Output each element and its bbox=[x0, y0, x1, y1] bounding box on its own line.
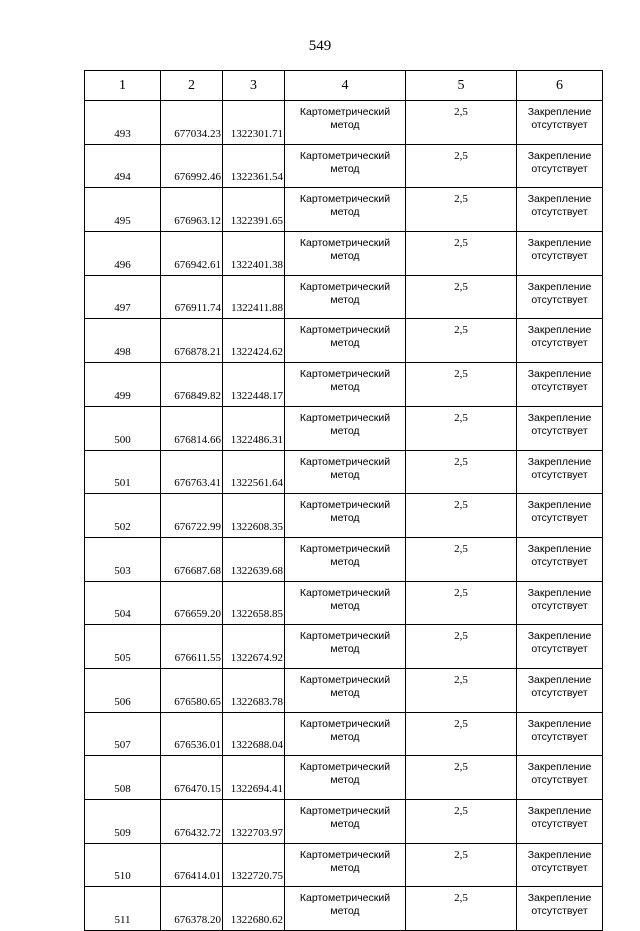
method-text: метод bbox=[330, 861, 360, 874]
accuracy-cell: 2,5 bbox=[406, 101, 517, 145]
table-body bbox=[85, 101, 603, 931]
point-number-cell: 497 bbox=[85, 275, 161, 319]
method-cell bbox=[285, 887, 406, 931]
fixing-cell bbox=[517, 843, 603, 887]
fixing-cell bbox=[517, 363, 603, 407]
method-cell bbox=[285, 450, 406, 494]
table-row bbox=[85, 363, 603, 407]
table-row bbox=[85, 800, 603, 844]
fixing-text: Закрепление bbox=[527, 717, 592, 730]
accuracy-cell: 2,5 bbox=[406, 887, 517, 931]
point-number-cell: 503 bbox=[85, 537, 161, 581]
fixing-text: отсутствует bbox=[531, 861, 588, 874]
accuracy-cell: 2,5 bbox=[406, 275, 517, 319]
fixing-text: отсутствует bbox=[531, 468, 588, 481]
header-col-4: 4 bbox=[285, 71, 406, 101]
point-number-cell: 506 bbox=[85, 668, 161, 712]
y-coordinate-cell: 1322391.65 bbox=[223, 188, 285, 232]
accuracy-cell: 2,5 bbox=[406, 232, 517, 276]
accuracy-cell: 2,5 bbox=[406, 319, 517, 363]
fixing-text: отсутствует bbox=[531, 774, 588, 787]
y-coordinate-cell: 1322683.78 bbox=[223, 668, 285, 712]
fixing-text: Закрепление bbox=[527, 630, 592, 643]
fixing-text: Закрепление bbox=[527, 892, 592, 905]
point-number-cell: 510 bbox=[85, 843, 161, 887]
x-coordinate-cell: 676659.20 bbox=[161, 581, 223, 625]
method-text: метод bbox=[330, 730, 360, 743]
method-text: метод bbox=[330, 468, 360, 481]
y-coordinate-cell: 1322703.97 bbox=[223, 800, 285, 844]
fixing-text: Закрепление bbox=[527, 848, 592, 861]
x-coordinate-cell: 676580.65 bbox=[161, 668, 223, 712]
point-number-cell: 505 bbox=[85, 625, 161, 669]
point-number-cell: 507 bbox=[85, 712, 161, 756]
method-text: метод bbox=[330, 555, 360, 568]
fixing-text: Закрепление bbox=[527, 455, 592, 468]
method-cell bbox=[285, 232, 406, 276]
method-cell bbox=[285, 188, 406, 232]
header-col-3: 3 bbox=[223, 71, 285, 101]
accuracy-cell: 2,5 bbox=[406, 494, 517, 538]
y-coordinate-cell: 1322688.04 bbox=[223, 712, 285, 756]
method-text: Картометрический bbox=[299, 324, 391, 337]
table-header bbox=[85, 71, 603, 101]
accuracy-cell: 2,5 bbox=[406, 843, 517, 887]
point-number-cell: 499 bbox=[85, 363, 161, 407]
header-col-2: 2 bbox=[161, 71, 223, 101]
y-coordinate-cell: 1322486.31 bbox=[223, 406, 285, 450]
y-coordinate-cell: 1322561.64 bbox=[223, 450, 285, 494]
table-row bbox=[85, 887, 603, 931]
fixing-text: Закрепление bbox=[527, 193, 592, 206]
accuracy-cell: 2,5 bbox=[406, 537, 517, 581]
x-coordinate-cell: 676470.15 bbox=[161, 756, 223, 800]
x-coordinate-cell: 676414.01 bbox=[161, 843, 223, 887]
point-number-cell: 511 bbox=[85, 887, 161, 931]
method-cell bbox=[285, 144, 406, 188]
fixing-cell bbox=[517, 712, 603, 756]
table-row bbox=[85, 232, 603, 276]
method-text: Картометрический bbox=[299, 149, 391, 162]
fixing-text: Закрепление bbox=[527, 368, 592, 381]
table-row bbox=[85, 581, 603, 625]
method-text: Картометрический bbox=[299, 237, 391, 250]
accuracy-cell: 2,5 bbox=[406, 800, 517, 844]
method-text: Картометрический bbox=[299, 586, 391, 599]
table-row bbox=[85, 668, 603, 712]
point-number-cell: 508 bbox=[85, 756, 161, 800]
method-text: Картометрический bbox=[299, 717, 391, 730]
fixing-text: отсутствует bbox=[531, 162, 588, 175]
method-cell bbox=[285, 712, 406, 756]
page-number: 549 bbox=[308, 38, 332, 54]
y-coordinate-cell: 1322361.54 bbox=[223, 144, 285, 188]
accuracy-cell: 2,5 bbox=[406, 144, 517, 188]
method-cell bbox=[285, 800, 406, 844]
method-text: Картометрический bbox=[299, 630, 391, 643]
accuracy-cell: 2,5 bbox=[406, 756, 517, 800]
y-coordinate-cell: 1322301.71 bbox=[223, 101, 285, 145]
method-cell bbox=[285, 581, 406, 625]
table-row bbox=[85, 101, 603, 145]
fixing-cell bbox=[517, 800, 603, 844]
x-coordinate-cell: 676378.20 bbox=[161, 887, 223, 931]
header-col-6: 6 bbox=[517, 71, 603, 101]
method-text: метод bbox=[330, 512, 360, 525]
method-cell bbox=[285, 494, 406, 538]
method-cell bbox=[285, 668, 406, 712]
point-number-cell: 494 bbox=[85, 144, 161, 188]
accuracy-cell: 2,5 bbox=[406, 188, 517, 232]
method-text: Картометрический bbox=[299, 368, 391, 381]
point-number-cell: 493 bbox=[85, 101, 161, 145]
fixing-cell bbox=[517, 319, 603, 363]
table-row bbox=[85, 319, 603, 363]
method-text: Картометрический bbox=[299, 193, 391, 206]
fixing-text: Закрепление bbox=[527, 149, 592, 162]
fixing-text: отсутствует bbox=[531, 424, 588, 437]
fixing-cell bbox=[517, 275, 603, 319]
x-coordinate-cell: 676432.72 bbox=[161, 800, 223, 844]
x-coordinate-cell: 676687.68 bbox=[161, 537, 223, 581]
method-cell bbox=[285, 537, 406, 581]
accuracy-cell: 2,5 bbox=[406, 625, 517, 669]
method-text: метод bbox=[330, 774, 360, 787]
table-row bbox=[85, 625, 603, 669]
method-text: Картометрический bbox=[299, 542, 391, 555]
accuracy-cell: 2,5 bbox=[406, 712, 517, 756]
method-text: метод bbox=[330, 643, 360, 656]
method-text: Картометрический bbox=[299, 499, 391, 512]
y-coordinate-cell: 1322694.41 bbox=[223, 756, 285, 800]
accuracy-cell: 2,5 bbox=[406, 581, 517, 625]
table-row bbox=[85, 843, 603, 887]
method-text: метод bbox=[330, 337, 360, 350]
fixing-text: отсутствует bbox=[531, 250, 588, 263]
coordinates-table bbox=[84, 70, 603, 931]
x-coordinate-cell: 676911.74 bbox=[161, 275, 223, 319]
fixing-text: отсутствует bbox=[531, 555, 588, 568]
method-text: метод bbox=[330, 599, 360, 612]
point-number-cell: 501 bbox=[85, 450, 161, 494]
method-text: метод bbox=[330, 818, 360, 830]
x-coordinate-cell: 676878.21 bbox=[161, 319, 223, 363]
method-cell bbox=[285, 625, 406, 669]
point-number-cell: 495 bbox=[85, 188, 161, 232]
method-cell bbox=[285, 363, 406, 407]
x-coordinate-cell: 676536.01 bbox=[161, 712, 223, 756]
table-row bbox=[85, 188, 603, 232]
accuracy-cell: 2,5 bbox=[406, 668, 517, 712]
method-text: Картометрический bbox=[299, 673, 391, 686]
method-text: метод bbox=[330, 686, 360, 699]
fixing-text: отсутствует bbox=[531, 293, 588, 306]
y-coordinate-cell: 1322639.68 bbox=[223, 537, 285, 581]
accuracy-cell: 2,5 bbox=[406, 450, 517, 494]
method-cell bbox=[285, 843, 406, 887]
fixing-cell bbox=[517, 101, 603, 145]
fixing-cell bbox=[517, 494, 603, 538]
y-coordinate-cell: 1322401.38 bbox=[223, 232, 285, 276]
method-text: Картометрический bbox=[299, 106, 391, 118]
x-coordinate-cell: 676763.41 bbox=[161, 450, 223, 494]
x-coordinate-cell: 676722.99 bbox=[161, 494, 223, 538]
table-row bbox=[85, 537, 603, 581]
fixing-text: отсутствует bbox=[531, 206, 588, 219]
x-coordinate-cell: 676992.46 bbox=[161, 144, 223, 188]
fixing-text: отсутствует bbox=[531, 905, 588, 918]
method-text: метод bbox=[330, 905, 360, 918]
y-coordinate-cell: 1322608.35 bbox=[223, 494, 285, 538]
method-cell bbox=[285, 319, 406, 363]
fixing-text: Закрепление bbox=[527, 324, 592, 337]
fixing-text: Закрепление bbox=[527, 761, 592, 774]
fixing-text: отсутствует bbox=[531, 730, 588, 743]
method-cell bbox=[285, 406, 406, 450]
fixing-text: отсутствует bbox=[531, 381, 588, 394]
y-coordinate-cell: 1322424.62 bbox=[223, 319, 285, 363]
fixing-text: отсутствует bbox=[531, 686, 588, 699]
method-text: Картометрический bbox=[299, 455, 391, 468]
x-coordinate-cell: 676942.61 bbox=[161, 232, 223, 276]
fixing-text: Закрепление bbox=[527, 673, 592, 686]
fixing-cell bbox=[517, 537, 603, 581]
point-number-cell: 509 bbox=[85, 800, 161, 844]
point-number-cell: 500 bbox=[85, 406, 161, 450]
method-cell bbox=[285, 756, 406, 800]
fixing-text: отсутствует bbox=[531, 512, 588, 525]
fixing-text: Закрепление bbox=[527, 586, 592, 599]
header-col-5: 5 bbox=[406, 71, 517, 101]
header-col-1: 1 bbox=[85, 71, 161, 101]
fixing-cell bbox=[517, 144, 603, 188]
x-coordinate-cell: 676611.55 bbox=[161, 625, 223, 669]
fixing-cell bbox=[517, 887, 603, 931]
fixing-text: Закрепление bbox=[527, 499, 592, 512]
fixing-cell bbox=[517, 756, 603, 800]
method-text: метод bbox=[330, 206, 360, 219]
method-text: Картометрический bbox=[299, 280, 391, 293]
table-row bbox=[85, 144, 603, 188]
fixing-text: отсутствует bbox=[531, 337, 588, 350]
x-coordinate-cell: 677034.23 bbox=[161, 101, 223, 145]
table-row bbox=[85, 712, 603, 756]
method-text: метод bbox=[330, 250, 360, 263]
fixing-cell bbox=[517, 668, 603, 712]
table-row bbox=[85, 450, 603, 494]
table-row bbox=[85, 406, 603, 450]
y-coordinate-cell: 1322448.17 bbox=[223, 363, 285, 407]
method-cell bbox=[285, 275, 406, 319]
method-text: метод bbox=[330, 119, 360, 131]
y-coordinate-cell: 1322680.62 bbox=[223, 887, 285, 931]
fixing-cell bbox=[517, 406, 603, 450]
method-text: метод bbox=[330, 381, 360, 394]
point-number-cell: 504 bbox=[85, 581, 161, 625]
point-number-cell: 496 bbox=[85, 232, 161, 276]
method-text: Картометрический bbox=[299, 411, 391, 424]
table-row bbox=[85, 756, 603, 800]
table-row bbox=[85, 275, 603, 319]
point-number-cell: 498 bbox=[85, 319, 161, 363]
fixing-text: отсутствует bbox=[531, 643, 588, 656]
fixing-text: отсутствует bbox=[531, 119, 588, 131]
fixing-cell bbox=[517, 188, 603, 232]
y-coordinate-cell: 1322658.85 bbox=[223, 581, 285, 625]
method-text: метод bbox=[330, 424, 360, 437]
method-text: Картометрический bbox=[299, 848, 391, 861]
method-text: Картометрический bbox=[299, 892, 391, 905]
fixing-text: Закрепление bbox=[527, 106, 592, 118]
header-row bbox=[85, 71, 603, 101]
fixing-text: Закрепление bbox=[527, 411, 592, 424]
table-row bbox=[85, 494, 603, 538]
accuracy-cell: 2,5 bbox=[406, 406, 517, 450]
fixing-text: Закрепление bbox=[527, 237, 592, 250]
fixing-text: Закрепление bbox=[527, 805, 592, 817]
fixing-text: Закрепление bbox=[527, 280, 592, 293]
x-coordinate-cell: 676963.12 bbox=[161, 188, 223, 232]
method-cell bbox=[285, 101, 406, 145]
method-text: Картометрический bbox=[299, 805, 391, 817]
y-coordinate-cell: 1322674.92 bbox=[223, 625, 285, 669]
x-coordinate-cell: 676849.82 bbox=[161, 363, 223, 407]
fixing-cell bbox=[517, 581, 603, 625]
method-text: Картометрический bbox=[299, 761, 391, 774]
accuracy-cell: 2,5 bbox=[406, 363, 517, 407]
method-text: метод bbox=[330, 293, 360, 306]
y-coordinate-cell: 1322411.88 bbox=[223, 275, 285, 319]
method-text: метод bbox=[330, 162, 360, 175]
y-coordinate-cell: 1322720.75 bbox=[223, 843, 285, 887]
point-number-cell: 502 bbox=[85, 494, 161, 538]
fixing-cell bbox=[517, 450, 603, 494]
fixing-cell bbox=[517, 625, 603, 669]
fixing-text: отсутствует bbox=[531, 599, 588, 612]
fixing-text: Закрепление bbox=[527, 542, 592, 555]
fixing-text: отсутствует bbox=[531, 818, 588, 830]
fixing-cell bbox=[517, 232, 603, 276]
x-coordinate-cell: 676814.66 bbox=[161, 406, 223, 450]
